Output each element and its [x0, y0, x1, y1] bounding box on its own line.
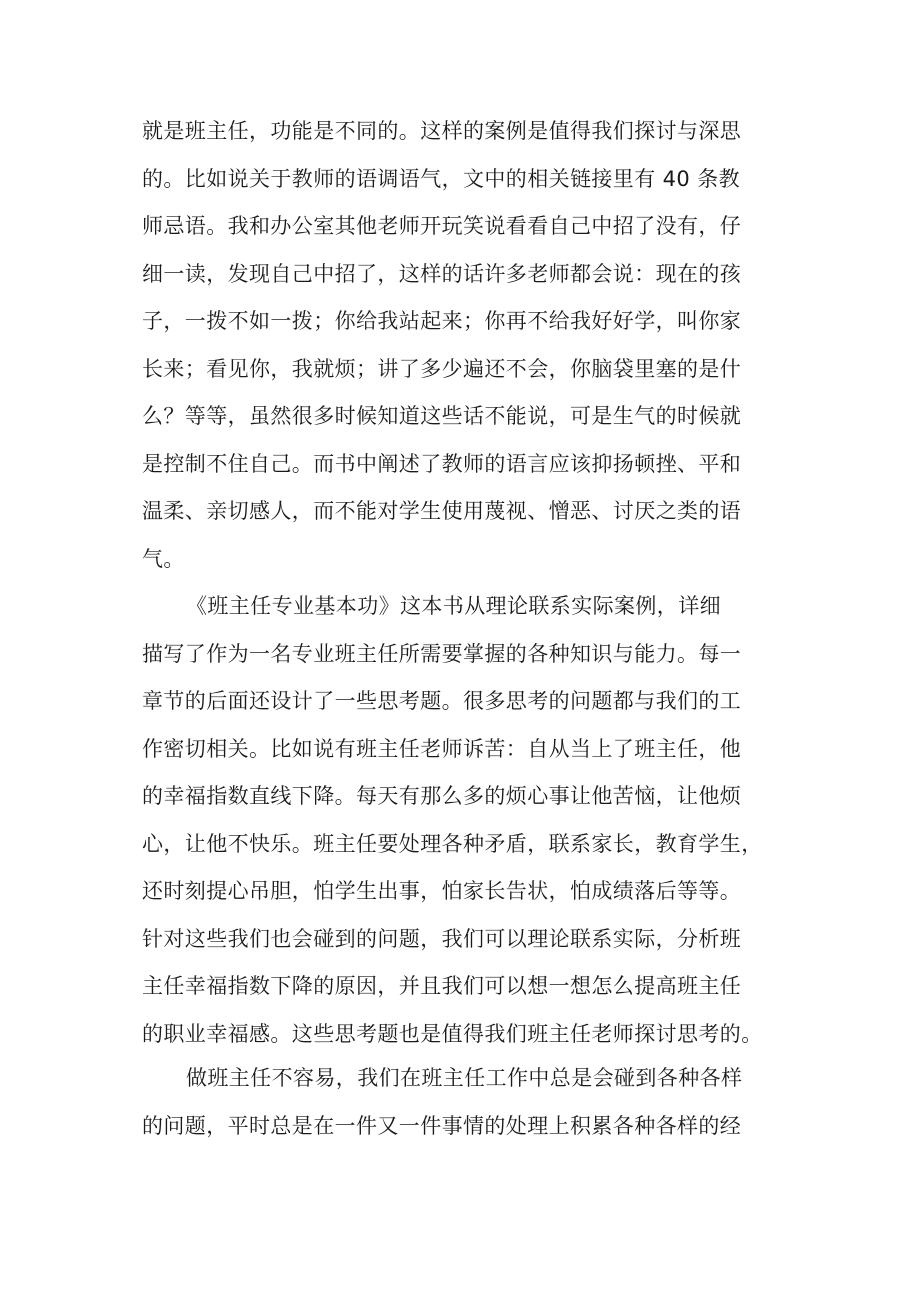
- text-line: 温柔、亲切感人，而不能对学生使用蔑视、憎恶、讨厌之类的语: [142, 499, 742, 523]
- text-line: 的职业幸福感。这些思考题也是值得我们班主任老师探讨思考的。: [142, 1021, 763, 1046]
- text-line: 长来；看见你，我就烦；讲了多少遍还不会，你脑袋里塞的是什: [142, 356, 742, 381]
- text-line: 主任幸福指数下降的原因，并且我们可以想一想怎么提高班主任: [142, 974, 742, 998]
- text-line: 描写了作为一名专业班主任所需要掌握的各种知识与能力。每一: [142, 641, 742, 666]
- text-line: 心，让他不快乐。班主任要处理各种矛盾，联系家长，教育学生，: [142, 831, 763, 856]
- text-line: 是控制不住自己。而书中阐述了教师的语言应该抑扬顿挫、平和: [142, 451, 742, 476]
- text-line: 做班主任不容易，我们在班主任工作中总是会碰到各种各样: [186, 1066, 743, 1090]
- text-line: 的。比如说关于教师的语调语气，文中的相关链接里有 40 条教: [142, 166, 741, 191]
- paragraph-2: [142, 583, 782, 1058]
- text-line: 针对这些我们也会碰到的问题，我们可以理论联系实际，分析班: [142, 926, 742, 951]
- text-line: 细一读，发现自己中招了，这样的话许多老师都会说：现在的孩: [142, 261, 742, 286]
- text-line: 章节的后面还设计了一些思考题。很多思考的问题都与我们的工: [142, 689, 742, 713]
- text-line: 作密切相关。比如说有班主任老师诉苦：自从当上了班主任，他: [142, 736, 742, 761]
- paragraph-3: [142, 1055, 782, 1150]
- text-line: 《班主任专业基本功》这本书从理论联系实际案例，详细: [186, 594, 721, 618]
- text-line: 就是班主任，功能是不同的。这样的案例是值得我们探讨与深思: [142, 119, 742, 143]
- text-line: 还时刻提心吊胆，怕学生出事，怕家长告状，怕成绩落后等等。: [142, 879, 742, 903]
- text-line: 么？等等，虽然很多时候知道这些话不能说，可是生气的时候就: [142, 404, 742, 428]
- text-line: 的问题，平时总是在一件又一件事情的处理上积累各种各样的经: [142, 1113, 742, 1138]
- text-line: 气。: [142, 546, 185, 571]
- text-line: 子，一拨不如一拨；你给我站起来；你再不给我好好学，叫你家: [142, 309, 742, 333]
- text-line: 师忌语。我和办公室其他老师开玩笑说看看自己中招了没有，仔: [142, 214, 742, 238]
- paragraph-1: [142, 108, 782, 583]
- text-line: 的幸福指数直线下降。每天有那么多的烦心事让他苦恼，让他烦: [142, 784, 742, 808]
